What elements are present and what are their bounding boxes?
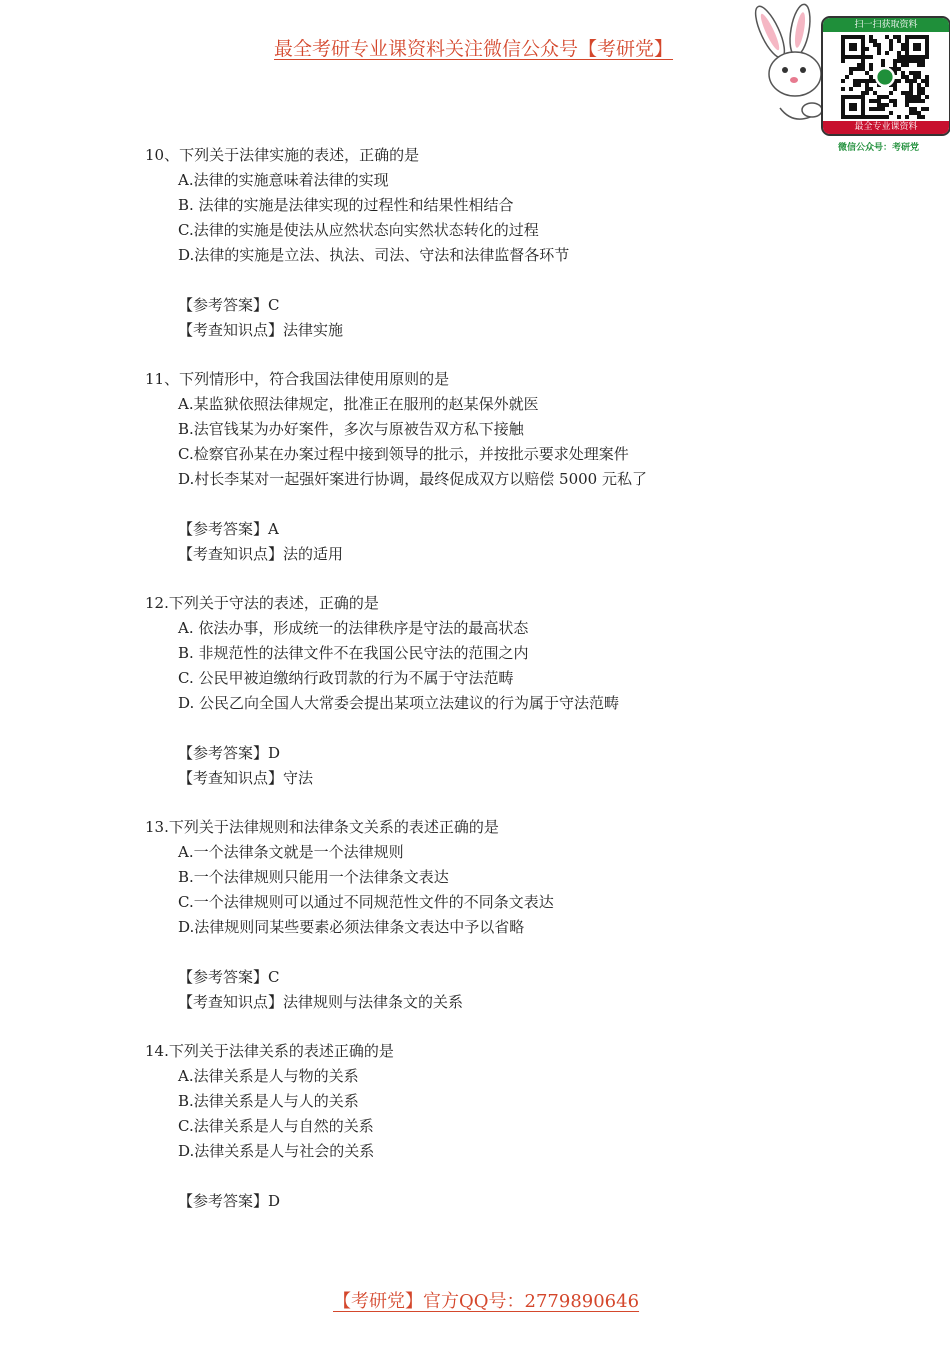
qr-card bbox=[821, 16, 950, 136]
answer-option: B.法律关系是人与人的关系 bbox=[178, 1092, 359, 1110]
reference-answer: 【参考答案】C bbox=[178, 968, 280, 986]
answer-option: D.法律的实施是立法、执法、司法、守法和法律监督各环节 bbox=[178, 246, 570, 264]
question-item bbox=[145, 367, 845, 567]
answer-option: A. 依法办事，形成统一的法律秩序是守法的最高状态 bbox=[178, 619, 529, 637]
knowledge-point: 【考查知识点】法的适用 bbox=[178, 545, 344, 563]
answer-option: B. 非规范性的法律文件不在我国公民守法的范围之内 bbox=[178, 644, 529, 662]
question-meta bbox=[145, 741, 845, 791]
reference-answer: 【参考答案】D bbox=[178, 744, 281, 762]
reference-answer: 【参考答案】D bbox=[178, 1192, 281, 1210]
question-list bbox=[145, 143, 845, 1238]
reference-answer: 【参考答案】A bbox=[178, 520, 279, 538]
answer-option: A.法律关系是人与物的关系 bbox=[178, 1067, 359, 1085]
answer-option: B.一个法律规则只能用一个法律条文表达 bbox=[178, 868, 449, 886]
question-item bbox=[145, 815, 845, 1015]
reference-answer: 【参考答案】C bbox=[178, 296, 280, 314]
qr-code-icon bbox=[841, 35, 929, 119]
qr-bottom-label: 最全专业课资料 bbox=[823, 121, 949, 134]
answer-option: C.法律的实施是使法从应然状态向实然状态转化的过程 bbox=[178, 221, 539, 239]
answer-option: B.法官钱某为办好案件，多次与原被告双方私下接触 bbox=[178, 420, 524, 438]
bunny-mascot-icon bbox=[740, 2, 830, 142]
question-meta bbox=[145, 293, 845, 343]
answer-option: A.法律的实施意味着法律的实现 bbox=[178, 171, 389, 189]
question-item bbox=[145, 1039, 845, 1214]
answer-option: D.法律关系是人与社会的关系 bbox=[178, 1142, 375, 1160]
answer-option: A.一个法律条文就是一个法律规则 bbox=[178, 843, 404, 861]
badge-caption: 微信公众号：考研党 bbox=[838, 143, 920, 153]
question-title: 14.下列关于法律关系的表述正确的是 bbox=[145, 1042, 394, 1060]
answer-option: D.法律规则同某些要素必须法律条文表达中予以省略 bbox=[178, 918, 525, 936]
answer-option: D.村长李某对一起强奸案进行协调，最终促成双方以赔偿 5000 元私了 bbox=[178, 470, 647, 488]
answer-option: C.法律关系是人与自然的关系 bbox=[178, 1117, 374, 1135]
wechat-qr-badge bbox=[740, 2, 950, 154]
question-meta bbox=[145, 965, 845, 1015]
question-meta bbox=[145, 1189, 845, 1214]
question-title: 12.下列关于守法的表述，正确的是 bbox=[145, 594, 379, 612]
answer-option: A.某监狱依照法律规定，批准正在服刑的赵某保外就医 bbox=[178, 395, 539, 413]
answer-option: C. 公民甲被迫缴纳行政罚款的行为不属于守法范畴 bbox=[178, 669, 514, 687]
question-title: 11、下列情形中，符合我国法律使用原则的是 bbox=[145, 370, 450, 388]
question-meta bbox=[145, 517, 845, 567]
knowledge-point: 【考查知识点】法律规则与法律条文的关系 bbox=[178, 993, 464, 1011]
question-title: 10、下列关于法律实施的表述，正确的是 bbox=[145, 146, 420, 164]
answer-option: C.检察官孙某在办案过程中接到领导的批示，并按批示要求处理案件 bbox=[178, 445, 629, 463]
question-title: 13.下列关于法律规则和法律条文关系的表述正确的是 bbox=[145, 818, 499, 836]
header-banner-link[interactable]: 最全考研专业课资料关注微信公众号【考研党】 bbox=[274, 38, 674, 60]
qr-top-label: 扫一扫获取资料 bbox=[823, 18, 949, 32]
question-item bbox=[145, 591, 845, 791]
answer-option: D. 公民乙向全国人大常委会提出某项立法建议的行为属于守法范畴 bbox=[178, 694, 620, 712]
knowledge-point: 【考查知识点】守法 bbox=[178, 769, 314, 787]
answer-option: C.一个法律规则可以通过不同规范性文件的不同条文表达 bbox=[178, 893, 554, 911]
question-item bbox=[145, 143, 845, 343]
footer-qq-link[interactable]: 【考研党】官方QQ号：2779890646 bbox=[333, 1291, 640, 1312]
answer-option: B. 法律的实施是法律实现的过程性和结果性相结合 bbox=[178, 196, 514, 214]
knowledge-point: 【考查知识点】法律实施 bbox=[178, 321, 344, 339]
